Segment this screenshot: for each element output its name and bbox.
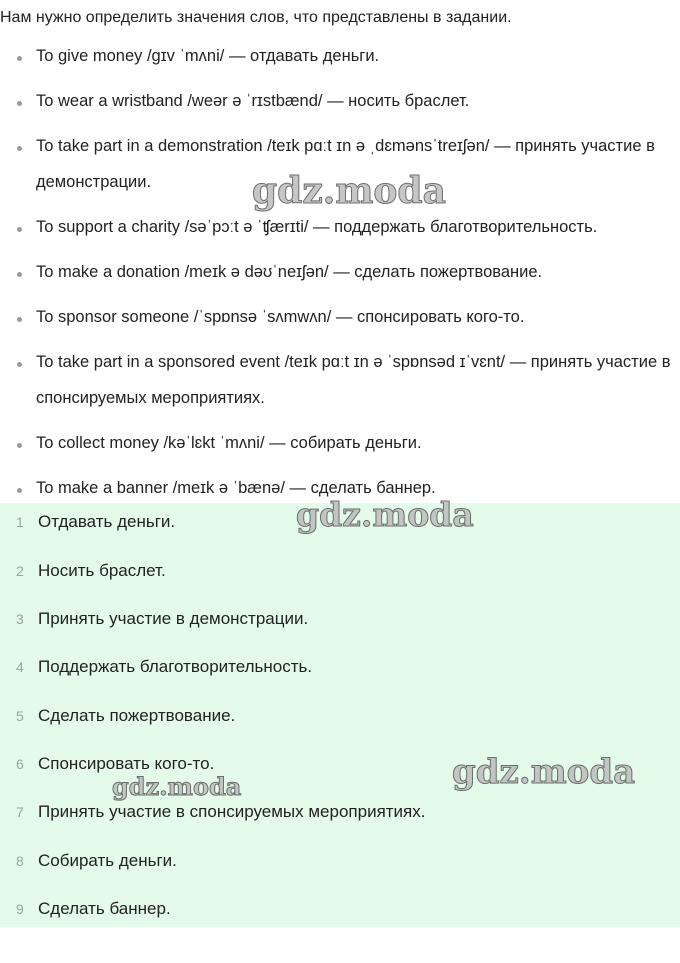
answer-number: 1 — [16, 514, 24, 530]
vocabulary-text: To take part in a sponsored event /teɪk pɑːt ɪn ə ˈspɒnsəd ɪˈvɛnt/ — принять участие в спонсируемых мероприятиях. — [36, 353, 671, 407]
answer-text: Сделать баннер. — [38, 899, 171, 918]
answer-text: Принять участие в демонстрации. — [38, 609, 309, 628]
vocabulary-text: To wear a wristband /weər ə ˈrɪstbænd/ — носить браслет. — [36, 92, 470, 110]
answer-row — [0, 608, 680, 632]
answer-text: Отдавать деньги. — [38, 512, 176, 531]
answer-text: Сделать пожертвование. — [38, 706, 236, 725]
bullet-icon — [17, 488, 22, 493]
vocabulary-text: To take part in a demonstration /teɪk pɑːt ɪn ə ˌdɛmənsˈtreɪʃən/ — принять участие в демонстрации. — [36, 137, 655, 191]
bullet-icon — [17, 443, 22, 448]
watermark-logo: gdz.moda — [252, 170, 446, 212]
vocabulary-text: To sponsor someone /ˈspɒnsə ˈsʌmwʌn/ — спонсировать кого-то. — [36, 308, 525, 326]
answer-row — [0, 898, 680, 922]
intro-text: Нам нужно определить значения слов, что представлены в задании. — [0, 9, 512, 26]
answer-number: 5 — [16, 708, 24, 724]
bullet-icon — [17, 56, 22, 61]
bullet-icon — [17, 227, 22, 232]
bullet-icon — [17, 101, 22, 106]
bullet-icon — [17, 317, 22, 322]
vocabulary-text: To make a banner /meɪk ə ˈbænə/ — сделать баннер. — [36, 479, 436, 497]
bullet-icon — [17, 272, 22, 277]
vocabulary-text: To make a donation /meɪk ə dəʊˈneɪʃən/ — сделать пожертвование. — [36, 263, 543, 281]
answer-row — [0, 705, 680, 729]
watermark-logo: gdz.moda — [452, 752, 636, 792]
answers-block — [0, 503, 680, 927]
answer-row — [0, 560, 680, 584]
answer-text: Принять участие в спонсируемых мероприятиях. — [38, 802, 426, 821]
answer-text: Спонсировать кого-то. — [38, 754, 215, 773]
answer-number: 3 — [16, 611, 24, 627]
watermark-logo: gdz.moda — [296, 495, 474, 534]
watermark-logo: gdz.moda — [112, 772, 242, 801]
vocabulary-text: To support a charity /səˈpɔːt ə ˈʧærɪti/ — поддержать благотворительность. — [36, 218, 598, 236]
answer-row — [0, 656, 680, 680]
vocabulary-text: To collect money /kəˈlɛkt ˈmʌni/ — собирать деньги. — [36, 434, 422, 452]
answer-text: Собирать деньги. — [38, 851, 177, 870]
bullet-icon — [17, 146, 22, 151]
answer-row — [0, 801, 680, 825]
answer-text: Поддержать благотворительность. — [38, 657, 313, 676]
bullet-icon — [17, 362, 22, 367]
answer-number: 6 — [16, 756, 24, 772]
answer-row — [0, 850, 680, 874]
answer-number: 7 — [16, 804, 24, 820]
answer-number: 2 — [16, 563, 24, 579]
answer-number: 4 — [16, 659, 24, 675]
answer-number: 9 — [16, 901, 24, 917]
vocabulary-text: To give money /gɪv ˈmʌni/ — отдавать деньги. — [36, 47, 380, 65]
answer-text: Носить браслет. — [38, 561, 166, 580]
answer-number: 8 — [16, 853, 24, 869]
